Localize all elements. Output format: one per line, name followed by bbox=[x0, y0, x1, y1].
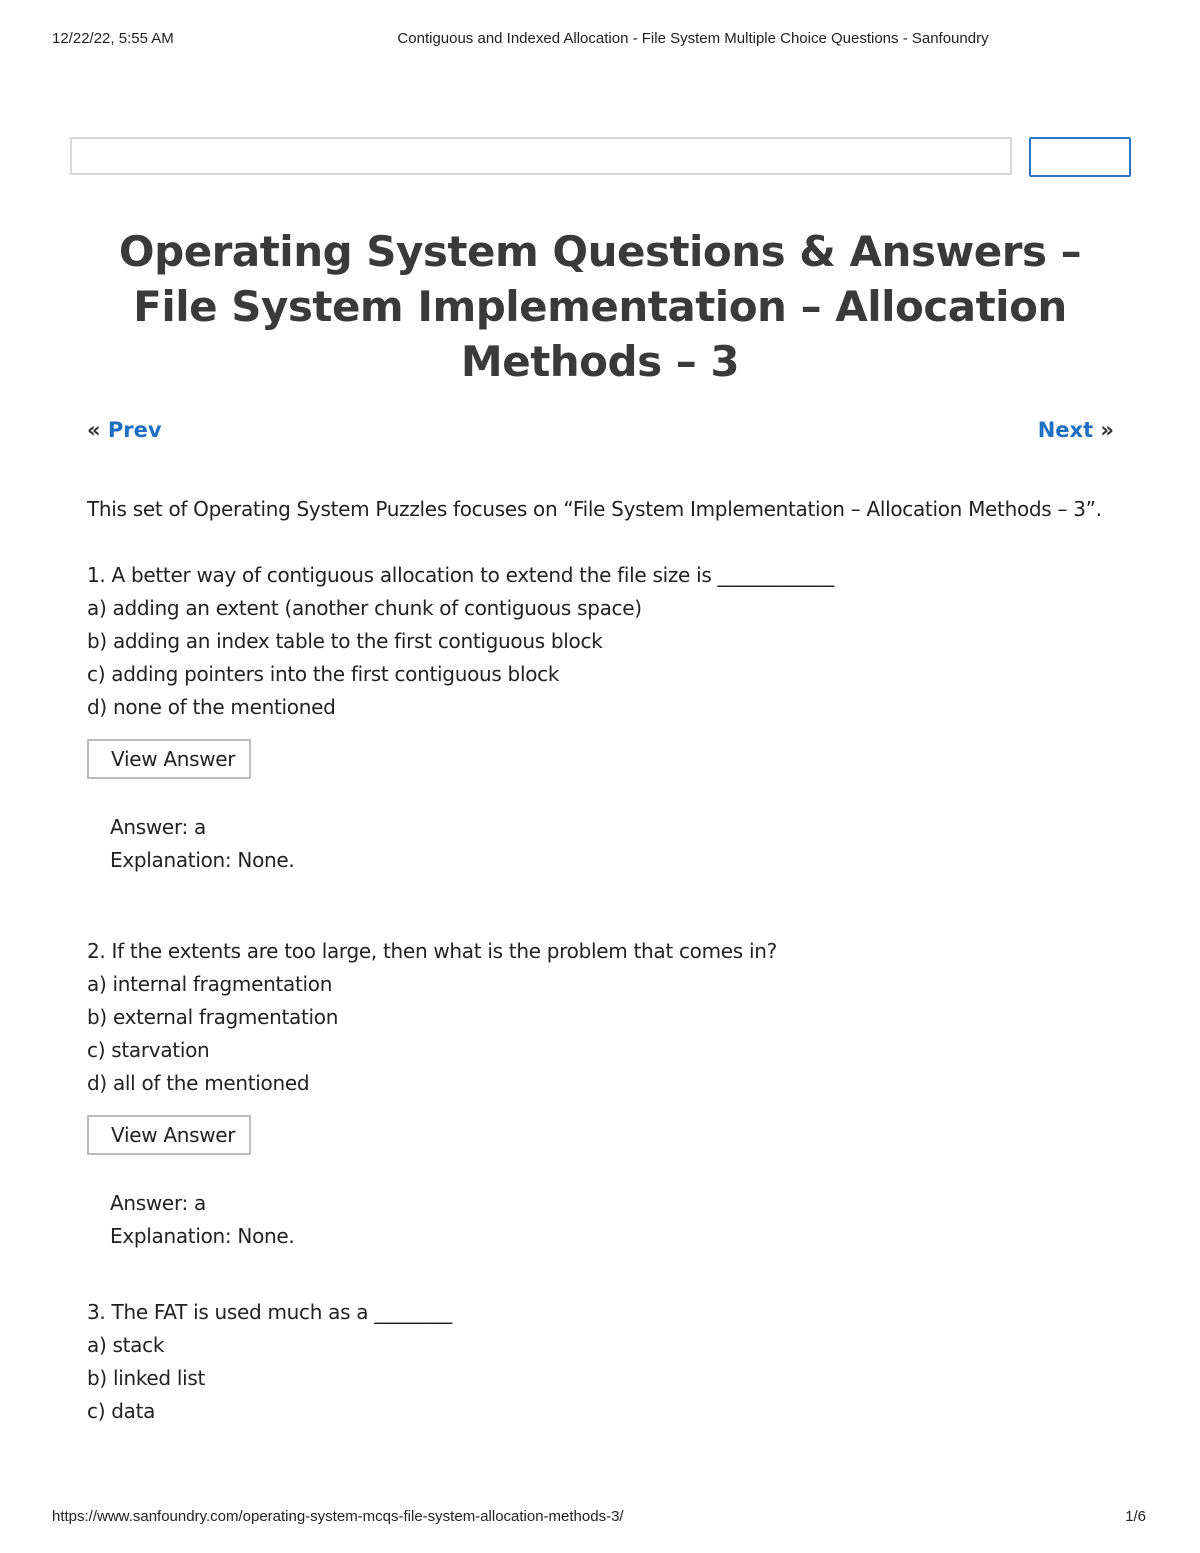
question-1 bbox=[87, 559, 1127, 877]
print-header bbox=[0, 30, 1200, 50]
answer-block bbox=[110, 811, 1127, 877]
view-answer-button[interactable]: View Answer bbox=[87, 1115, 251, 1155]
nav-prev bbox=[87, 418, 162, 442]
option-a: a) internal fragmentation bbox=[87, 972, 333, 996]
question-text: 1. A better way of contiguous allocation to extend the file size is ____________ bbox=[87, 563, 834, 587]
answer-text: Answer: a bbox=[110, 815, 206, 839]
prev-link[interactable]: Prev bbox=[107, 418, 162, 442]
print-date: 12/22/22, 5:55 AM bbox=[52, 30, 174, 47]
option-c: c) starvation bbox=[87, 1038, 210, 1062]
article-content bbox=[87, 493, 1127, 1428]
page-number: 1/6 bbox=[1125, 1508, 1146, 1525]
next-arrow: » bbox=[1093, 418, 1114, 442]
search-button[interactable] bbox=[1029, 137, 1131, 177]
view-answer-button[interactable]: View Answer bbox=[87, 739, 251, 779]
explanation-text: Explanation: None. bbox=[110, 848, 295, 872]
intro-text: This set of Operating System Puzzles focuses on “File System Implementation – Allocation Methods – 3”. bbox=[87, 497, 1102, 521]
question-text: 2. If the extents are too large, then what is the problem that comes in? bbox=[87, 939, 777, 963]
option-d: d) none of the mentioned bbox=[87, 695, 336, 719]
explanation-text: Explanation: None. bbox=[110, 1224, 295, 1248]
prev-arrow: « bbox=[87, 418, 108, 442]
option-a: a) adding an extent (another chunk of contiguous space) bbox=[87, 596, 642, 620]
next-link[interactable]: Next bbox=[1037, 418, 1094, 442]
search-input[interactable] bbox=[70, 137, 1012, 175]
answer-block bbox=[110, 1187, 1127, 1253]
answer-text: Answer: a bbox=[110, 1191, 206, 1215]
option-b: b) adding an index table to the first contiguous block bbox=[87, 629, 603, 653]
option-b: b) external fragmentation bbox=[87, 1005, 339, 1029]
option-c: c) adding pointers into the first contiguous block bbox=[87, 662, 560, 686]
option-b: b) linked list bbox=[87, 1366, 206, 1390]
page-title: Operating System Questions & Answers – File System Implementation – Allocation Methods – 3 bbox=[118, 227, 1082, 386]
question-text: 3. The FAT is used much as a ________ bbox=[87, 1300, 452, 1324]
option-a: a) stack bbox=[87, 1333, 165, 1357]
print-url: https://www.sanfoundry.com/operating-system-mcqs-file-system-allocation-methods-3/ bbox=[52, 1508, 624, 1525]
option-d: d) all of the mentioned bbox=[87, 1071, 310, 1095]
print-doc-title: Contiguous and Indexed Allocation - File System Multiple Choice Questions - Sanfoundry bbox=[397, 30, 989, 47]
question-3 bbox=[87, 1296, 1127, 1428]
option-c: c) data bbox=[87, 1399, 156, 1423]
nav-next bbox=[1038, 418, 1114, 442]
question-2 bbox=[87, 935, 1127, 1253]
